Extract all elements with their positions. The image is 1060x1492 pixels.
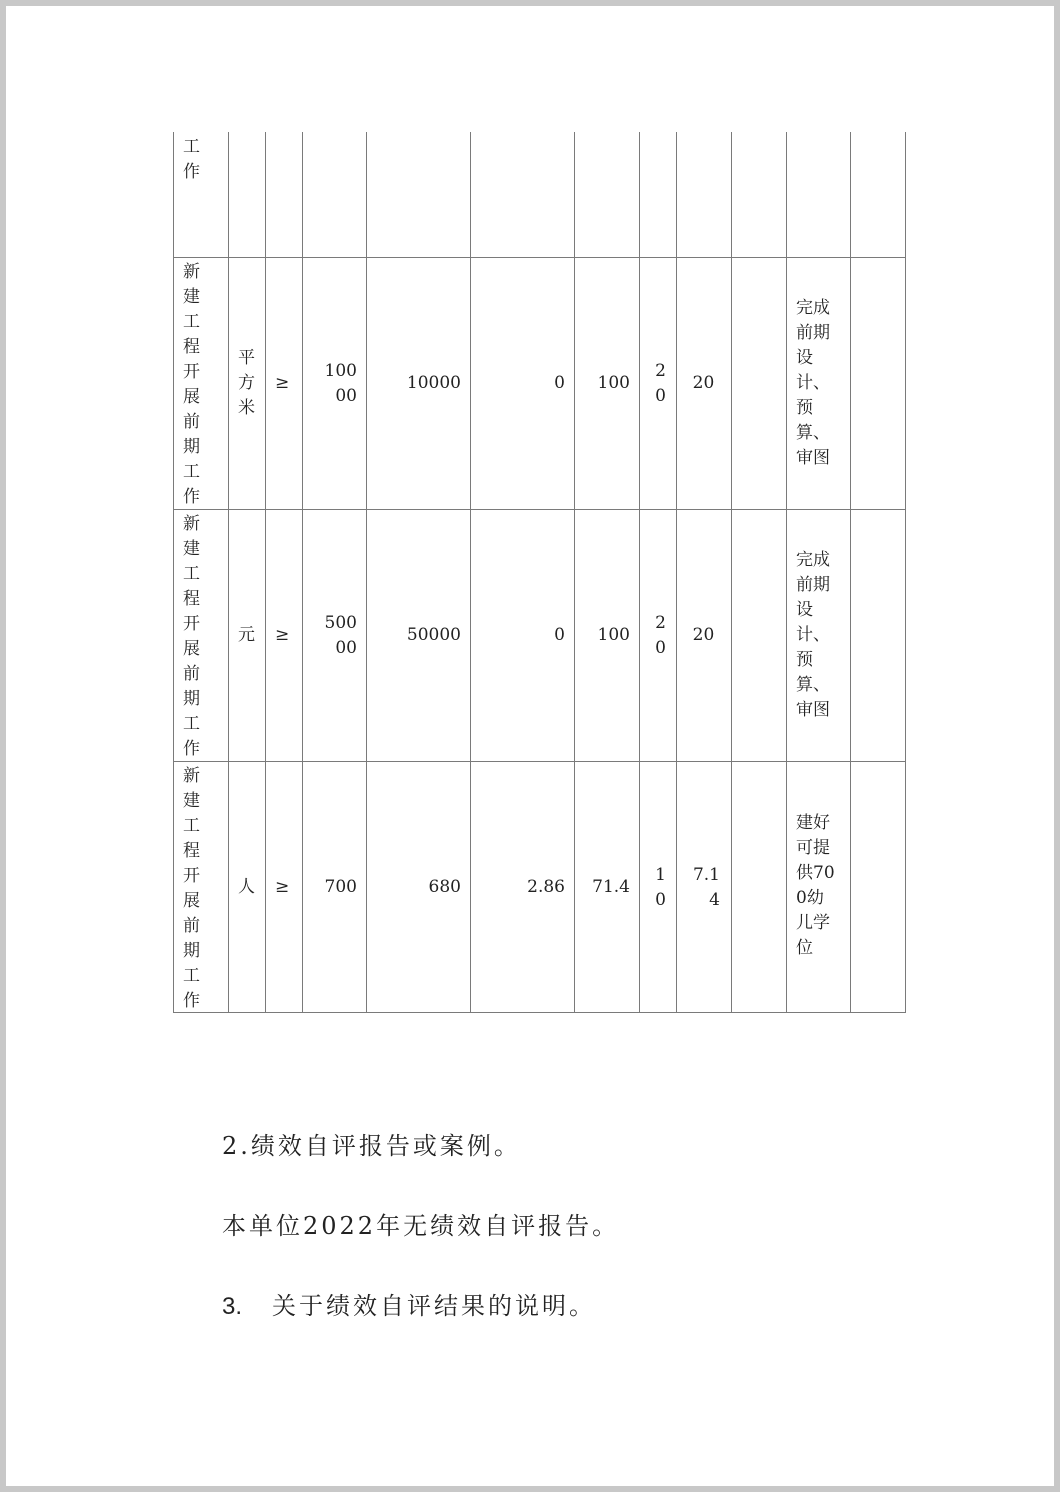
table-cell-weight: 20 [655,613,666,658]
table-cell-deviation: 0 [554,373,565,393]
table-cell-score: 7.14 [692,865,720,910]
table-cell-weight: 10 [655,865,666,910]
table-cell-name: 新建工程开展前期工作 [183,262,200,507]
table-cell-rate: 71.4 [592,877,630,897]
table-cell-target: 700 [324,877,357,897]
table-cell-actual: 10000 [406,373,461,393]
table-cell-note: 建好可提供700幼儿学位 [796,813,835,958]
table-cell-name: 新建工程开展前期工作 [183,514,200,759]
table-cell-actual: 680 [428,877,461,897]
table-cell-note: 完成前期设计、预算、审图 [796,550,830,720]
table-cell-actual: 50000 [406,625,461,645]
table-cell-target: 50000 [324,613,357,658]
section-title: 关于绩效自评结果的说明。 [272,1292,597,1320]
table-cell-rate: 100 [597,625,630,645]
table-cell-rate: 100 [597,373,630,393]
table-cell-deviation: 2.86 [527,877,565,897]
table-cell-target: 10000 [324,361,357,406]
section-heading-3 [222,1286,596,1321]
section-heading-2: 2.绩效自评报告或案例。 [222,1132,521,1160]
table-cell-op: ≥ [275,625,290,645]
table-cell-unit: 人 [238,877,255,897]
document-page [6,6,1054,1486]
table-cell-unit: 平方米 [238,348,255,418]
table-cell-name: 工作 [183,137,200,182]
table-cell-deviation: 0 [554,625,565,645]
table-cell-score: 20 [692,373,715,393]
table-cell-score: 20 [692,625,715,645]
table-cell-weight: 20 [655,361,666,406]
table-cell-op: ≥ [275,373,290,393]
table-cell-op: ≥ [275,877,290,897]
table-cell-note: 完成前期设计、预算、审图 [796,298,830,468]
section-number: 3. [222,1293,243,1320]
table-cell-name: 新建工程开展前期工作 [183,766,200,1011]
table-cell-unit: 元 [238,625,255,645]
paragraph-no-report: 本单位2022年无绩效自评报告。 [222,1212,620,1240]
